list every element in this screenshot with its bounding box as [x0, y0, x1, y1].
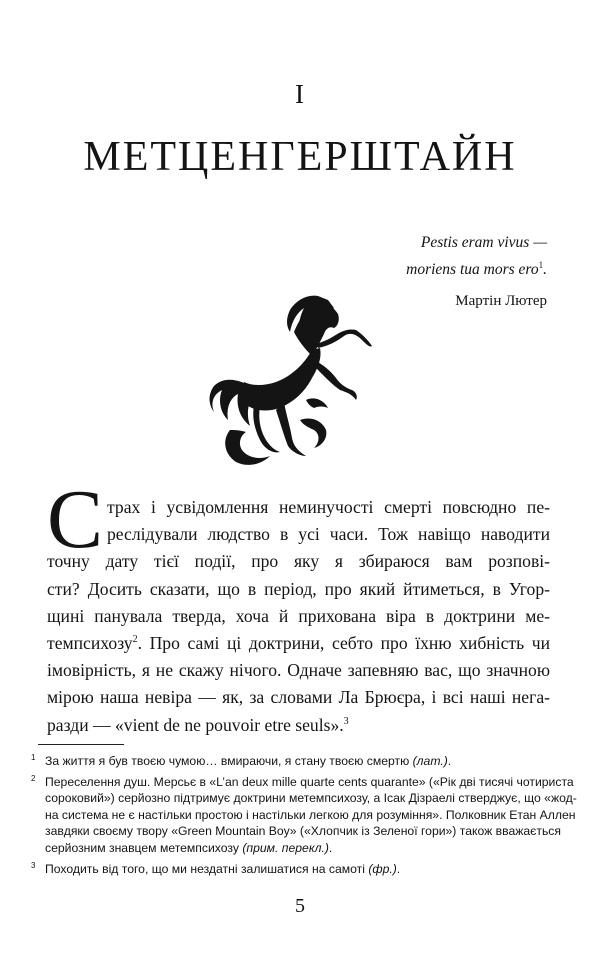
footnote-text: За життя я був твоєю чумою… вмираючи, я стану твоєю смертю: [45, 754, 410, 768]
footnote-divider: [38, 744, 124, 745]
body-line: імовірність, я не скажу нічого. Одначе запевняю вас, що значною: [47, 660, 550, 681]
body-line-part: темпсихозу: [47, 633, 133, 654]
footnote-text: Походить від того, що ми нездатні залишатися на самоті: [45, 861, 365, 876]
body-line: сти? Досить сказати, що в період, про який йтиметься, в Угор-: [47, 578, 550, 599]
epigraph: [406, 232, 547, 312]
footnote-lang: (фр.): [368, 861, 397, 876]
body-line: мірою наша невіра — як, за словами Ла Брюєра, і всі наші нега-: [47, 687, 550, 708]
footnote-1: [31, 753, 561, 770]
body-line: точну дату тієї події, про яку я збираюся вам розпові-: [47, 551, 550, 572]
footnote-line: на система не є настільки простою і настільки легкою для розуміння». Полковник Етан Аллен: [45, 807, 576, 822]
footnote-mark: 3: [31, 860, 36, 870]
body-line: [47, 712, 550, 739]
page-number: 5: [295, 895, 305, 917]
body-line: щині панувала тверда, хоча й прихована віра в доктрини ме-: [47, 605, 550, 626]
footnote-line: сороковий») серйозно підтримує доктрини метемпсихозу, а Ісак Дізраелі стверджує, що «жод-: [45, 791, 577, 806]
footnote-2: [31, 773, 577, 857]
footnotes: [31, 753, 577, 881]
footnote-mark: 2: [31, 773, 36, 783]
footnote-line: Переселення душ. Мерсьє в «L’an deux mille quarte cents quarante» («Рік дві тисячі чотириста: [45, 774, 574, 789]
epigraph-line-2: [406, 254, 547, 281]
epigraph-line-2-end: .: [543, 261, 547, 279]
epigraph-author: Мартін Лютер: [455, 293, 547, 310]
epigraph-line-1: Pestis eram vivus —: [420, 234, 547, 251]
footnote-3: [31, 861, 561, 878]
rearing-horse-icon: [200, 290, 380, 470]
footnote-line: [45, 861, 561, 878]
drop-cap: С: [47, 473, 104, 566]
footnote-end: .: [447, 754, 452, 768]
footnote-line: [45, 753, 561, 770]
footnote-ref-1: 1: [538, 260, 544, 270]
footnote-line: завдяки своєму твору «Green Mountain Boy» («Хлопчик із Зеленої гори») також вважається: [45, 824, 561, 839]
footnote-ref-2: 2: [132, 634, 138, 646]
body-line-part: . Про самі ці доктрини, себто про їхню хибність чи: [137, 633, 550, 654]
body-line-part: разди — «vient de ne pouvoir etre seuls».: [47, 714, 344, 735]
body-line: реслідували людство в усі часи. Тож навіщо наводити: [107, 524, 550, 545]
footnote-lang: (лат.): [412, 754, 448, 768]
chapter-title: МЕТЦЕНГЕРШТАЙН: [83, 134, 517, 180]
footnote-end: .: [328, 840, 333, 855]
footnote-note: (прим. перекл.): [242, 840, 329, 855]
chapter-number: I: [295, 79, 305, 109]
body-line: трах і усвідомлення неминучості смерті повсюдно пе-: [107, 497, 550, 517]
footnote-text: серйозним знавцем метемпсихозу: [45, 840, 239, 855]
footnote-end: .: [396, 861, 401, 876]
footnote-mark: 1: [31, 753, 36, 762]
footnote-ref-3: 3: [343, 715, 349, 727]
epigraph-line-2-text: moriens tua mors ero: [406, 261, 539, 279]
body-text: [47, 494, 550, 739]
body-line: [47, 630, 550, 657]
footnote-line: [45, 840, 561, 857]
